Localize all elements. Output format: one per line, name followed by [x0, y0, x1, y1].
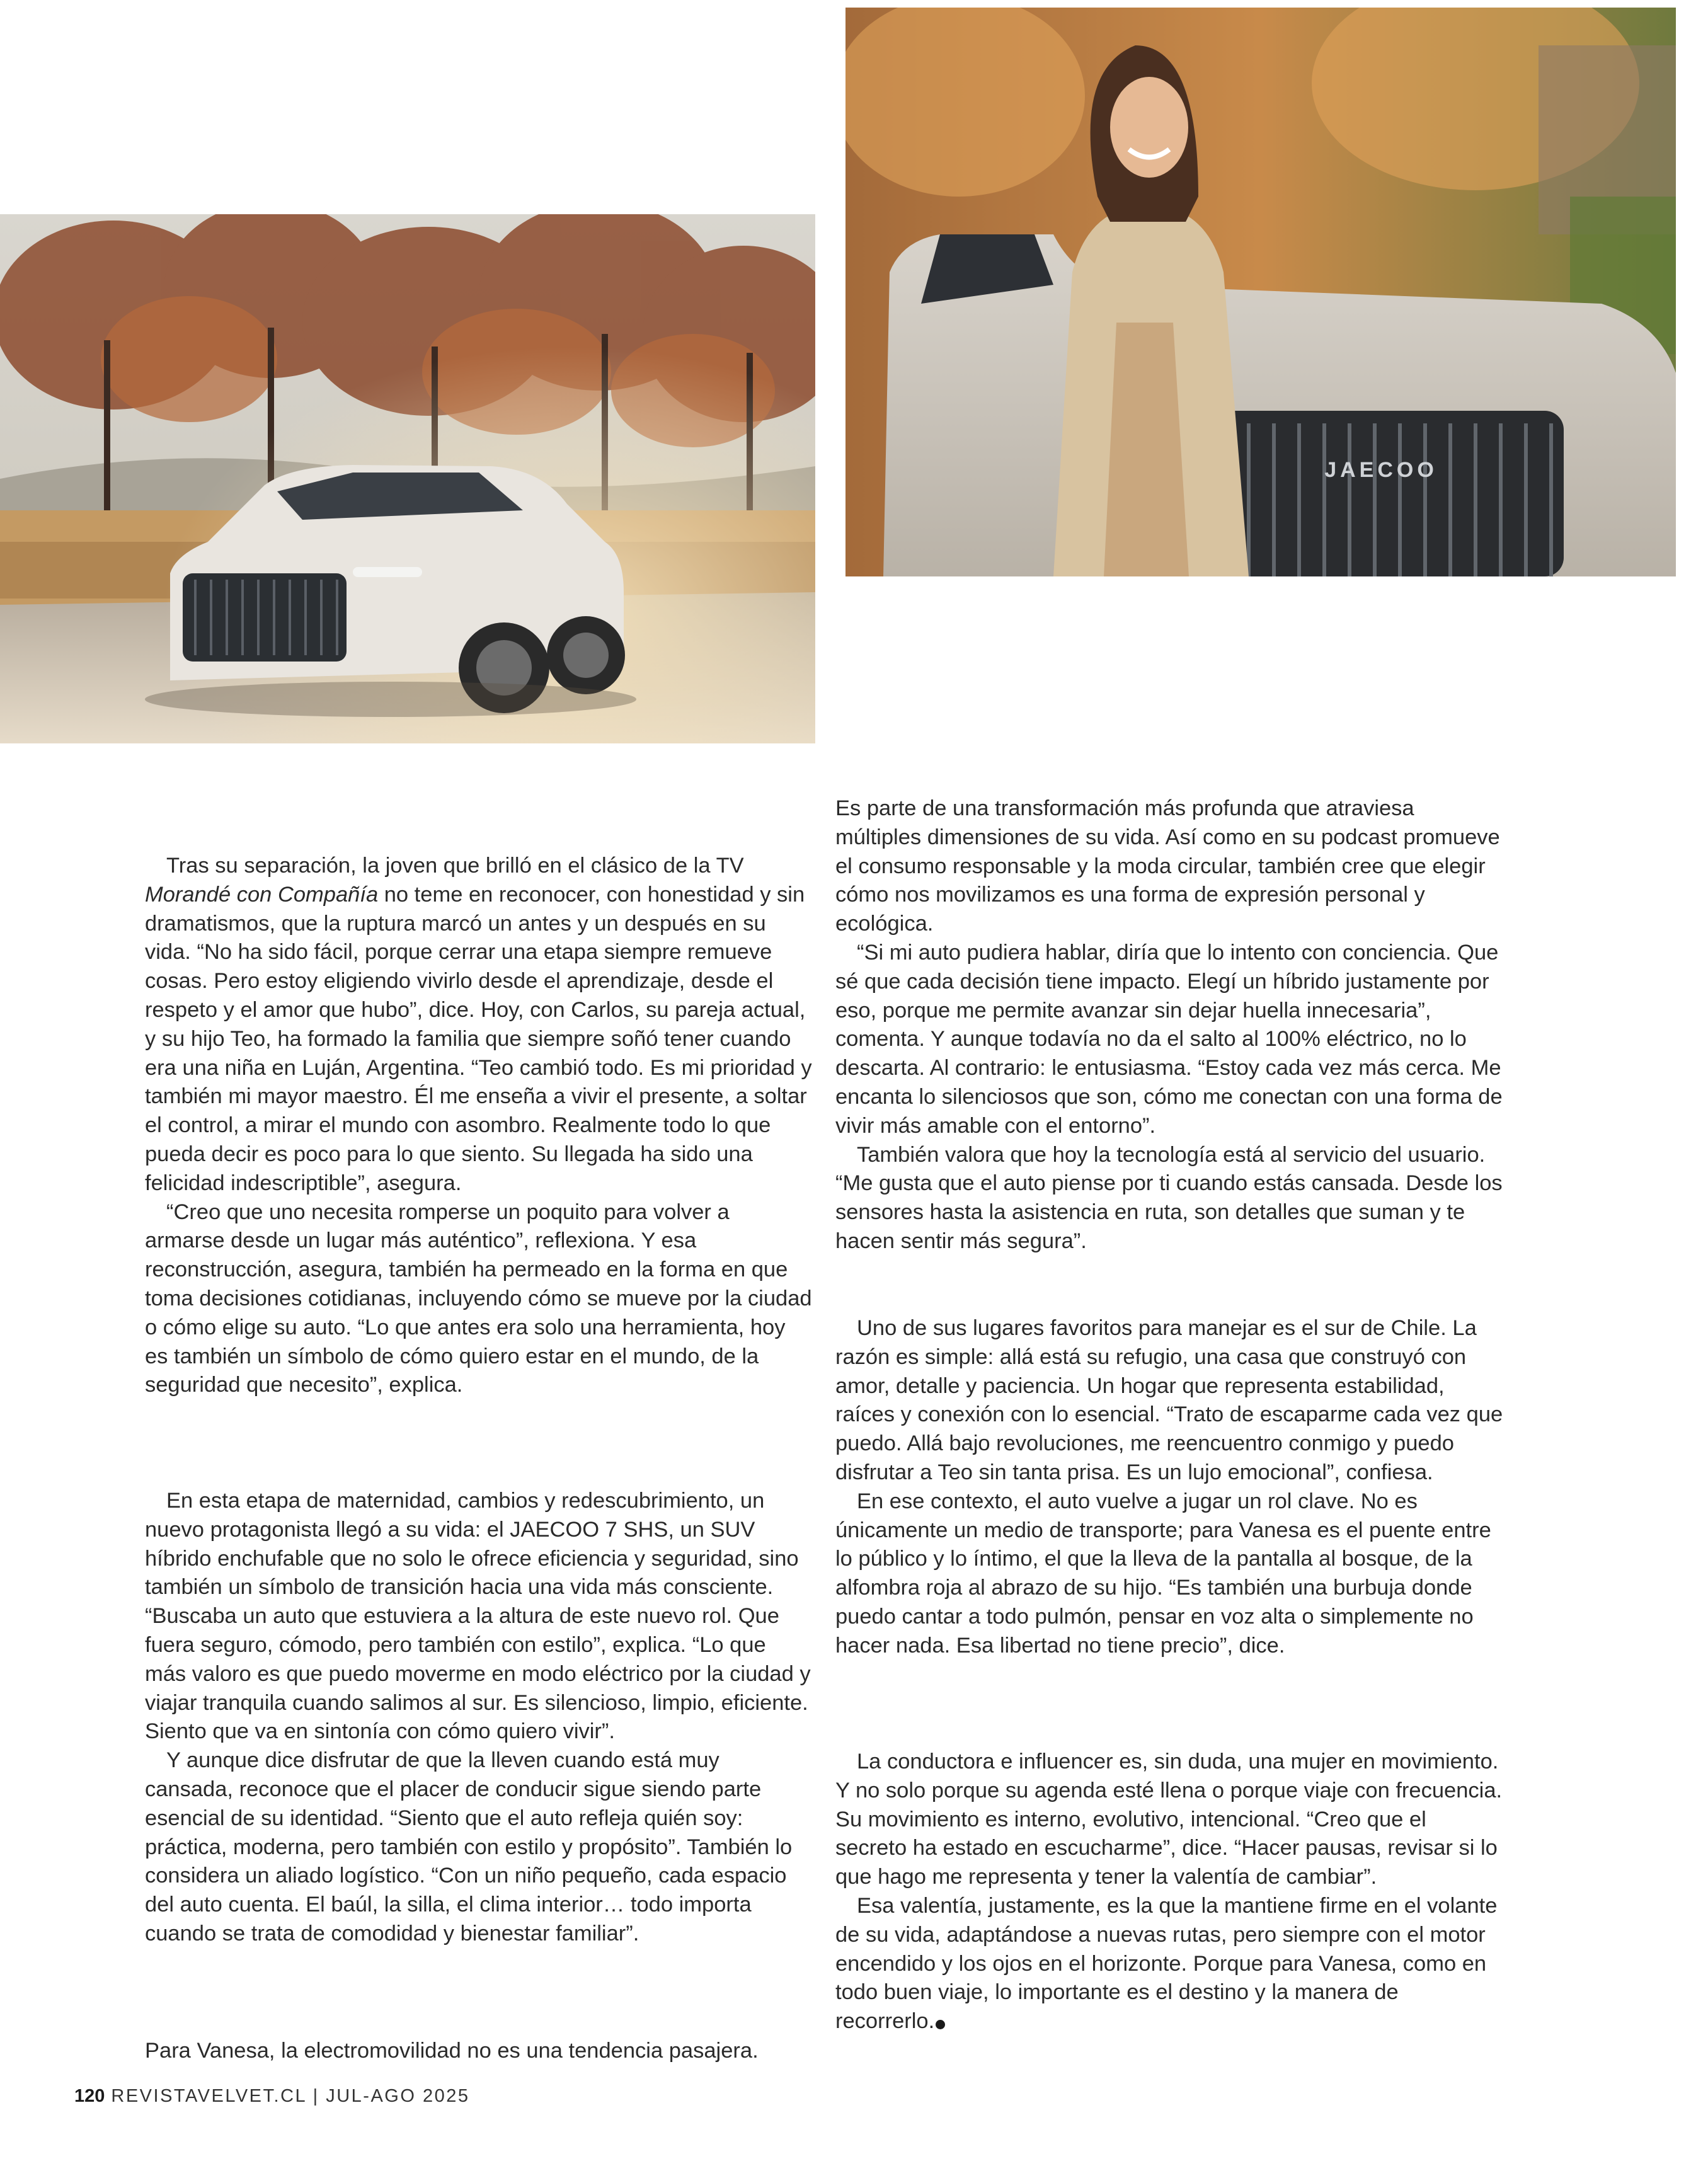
- paragraph: [835, 1892, 1503, 2036]
- right-block-2: [835, 1314, 1503, 1661]
- paragraph: Para Vanesa, la electromovilidad no es una tendencia pasajera.: [145, 2039, 759, 2063]
- grille-logo: JAECOO: [1324, 458, 1438, 482]
- suv-on-autumn-road-photo: [0, 214, 815, 743]
- left-block-3: [145, 2037, 813, 2066]
- woman-photo-drawing: [845, 8, 1676, 576]
- left-block-1: [145, 852, 813, 1400]
- paragraph: “Si mi auto pudiera hablar, diría que lo intento con conciencia. Que sé que cada decisión tiene impacto. Elegí un híbrido justamente por eso, porque me permite avanzar sin dejar huella innecesaria”, comenta. Y aunque todavía no da el salto al 100% eléctrico, no lo descarta. Al contrario: le entusiasma. “Estoy cada vez más cerca. Me encanta lo silenciosos que son, cómo me conectan con una forma de vivir más amable con el entorno”.: [835, 940, 1503, 1138]
- paragraph: En ese contexto, el auto vuelve a jugar un rol clave. No es únicamente un medio de transporte; para Vanesa es el puente entre lo público y lo íntimo, el que la lleva de la pantalla al bosque, de la alfombra roja al abrazo de su hijo. “Es también una burbuja donde puedo cantar a todo pulmón, pensar en voz alta o simplemente no hacer nada. Esa libertad no tiene precio”, dice.: [835, 1489, 1491, 1658]
- paragraph-text: no teme en reconocer, con honestidad y sin dramatismos, que la ruptura marcó un antes y un después en su vida. “No ha sido fácil, porque cerrar una etapa siempre remueve cosas. Pero estoy eligiendo vivirlo desde el aprendizaje, desde el respeto y el amor que hubo”, dice. Hoy, con Carlos, su pareja actual, y su hijo Teo, ha formado la familia que siempre soñó tener cuando era una niña en Luján, Argentina. “Teo cambió todo. Es mi prioridad y también mi mayor maestro. Él me enseña a vivir el presente, a soltar el control, a mirar el mundo con asombro. Realmente todo lo que pueda decir es poco para lo que siento. Su llegada ha sido una felicidad indescriptible”, asegura.: [145, 882, 812, 1195]
- paragraph: [145, 852, 813, 1198]
- paragraph: La conductora e influencer es, sin duda, una mujer en movimiento. Y no solo porque su agenda esté llena o porque viaje con frecuencia. Su movimiento es interno, evolutivo, intencional. “Creo que el secreto ha estado en escucharme”, dice. “Hacer pausas, revisar si lo que hago me representa y tener la valentía de cambiar”.: [835, 1750, 1503, 1889]
- page-number: 120: [74, 2086, 105, 2106]
- right-block-3: [835, 1748, 1503, 2036]
- paragraph: En esta etapa de maternidad, cambios y redescubrimiento, un nuevo protagonista llegó a su vida: el JAECOO 7 SHS, un SUV híbrido enchufable que no solo le ofrece eficiencia y seguridad, sino también un símbolo de transición hacia una vida más consciente. “Buscaba un auto que estuviera a la altura de este nuevo rol. Que fuera seguro, cómodo, pero también con estilo”, explica. “Lo que más valoro es que puedo moverme en modo eléctrico por la ciudad y viajar tranquila cuando salimos al sur. Es silencioso, limpio, eficiente. Siento que va en sintonía con cómo quiero vivir”.: [145, 1489, 811, 1744]
- end-of-article-dot-icon: [936, 2020, 945, 2029]
- left-block-2: [145, 1487, 813, 1949]
- right-block-1: [835, 794, 1503, 1256]
- footer-publication: REVISTAVELVET.CL | JUL-AGO 2025: [111, 2086, 470, 2106]
- page-footer: [74, 2086, 469, 2107]
- woman-with-suv-photo: [845, 8, 1676, 576]
- tv-show-title: Morandé con Compañía: [145, 882, 379, 907]
- paragraph: Uno de sus lugares favoritos para manejar es el sur de Chile. La razón es simple: allá está su refugio, una casa que construyó con amor, detalle y paciencia. Un hogar que representa estabilidad, raíces y conexión con lo esencial. “Trato de escaparme cada vez que puedo. Allá bajo revoluciones, me reencuentro conmigo y puedo disfrutar a Teo sin tanta prisa. Es un lujo emocional”, confiesa.: [835, 1316, 1503, 1484]
- paragraph: “Creo que uno necesita romperse un poquito para volver a armarse desde un lugar más auténtico”, reflexiona. Y esa reconstrucción, asegura, también ha permeado en la forma en que toma decisiones cotidianas, incluyendo cómo se mueve por la ciudad o cómo elige su auto. “Lo que antes era solo una herramienta, hoy es también un símbolo de cómo quiero estar en el mundo, de la seguridad que necesito”, explica.: [145, 1200, 812, 1397]
- paragraph: También valora que hoy la tecnología está al servicio del usuario. “Me gusta que el auto piense por ti cuando estás cansada. Desde los sensores hasta la asistencia en ruta, son detalles que suman y te hacen sentir más segura”.: [835, 1142, 1503, 1253]
- paragraph: Y aunque dice disfrutar de que la lleven cuando está muy cansada, reconoce que el placer de conducir sigue siendo parte esencial de su identidad. “Siento que el auto refleja quién soy: práctica, moderna, pero también con estilo y propósito”. También lo considera un aliado logístico. “Con un niño pequeño, cada espacio del auto cuenta. El baúl, la silla, el clima interior… todo importa cuando se trata de comodidad y bienestar familiar”.: [145, 1748, 793, 1945]
- paragraph-text: Esa valentía, justamente, es la que la mantiene firme en el volante de su vida, adaptándose a nuevas rutas, pero siempre con el motor encendido y los ojos en el horizonte. Porque para Vanesa, como en todo buen viaje, lo importante es el destino y la manera de recorrerlo.: [835, 1893, 1498, 2034]
- suv-photo-drawing: [0, 214, 815, 743]
- paragraph: Es parte de una transformación más profunda que atraviesa múltiples dimensiones de su vida. Así como en su podcast promueve el consumo responsable y la moda circular, también cree que elegir cómo nos movilizamos es una forma de expresión personal y ecológica.: [835, 796, 1500, 936]
- paragraph-text: Tras su separación, la joven que brilló en el clásico de la TV: [166, 854, 744, 878]
